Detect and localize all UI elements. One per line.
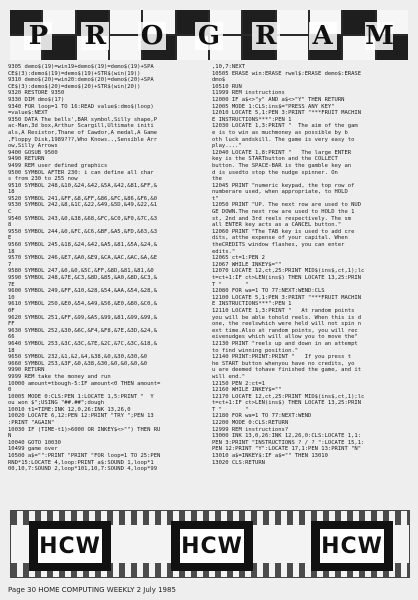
- code-line: play....": [212, 143, 242, 150]
- code-line: 12045 PRINT "numeric keypad, the top row of: [212, 182, 355, 189]
- code-line: 9499 REM user defined graphics: [8, 162, 108, 169]
- code-line: N: [8, 433, 12, 440]
- code-line: he START button whenyou have no credits, yo: [212, 360, 355, 367]
- code-line: 12060 PRINT "The TAB key is used to add cre: [212, 228, 355, 235]
- code-line: t=ct+1:IF ct>LEN(ins$) THEN LOCATE 13,25:PRIN: [212, 400, 362, 407]
- code-line: ext time.Also at random points, you will rec: [212, 327, 358, 334]
- code-line: 9620 SYMBOL 251,&FF,&99,&A5,&99,&81,&99,&99,&: [8, 314, 158, 321]
- code-line: 8: [8, 222, 12, 229]
- code-line: 9530 SYMBOL 242,&8,&1C,&22,&49,&5D,&49,&22,&1: [8, 202, 158, 209]
- code-line: 9330 DIM dmo$(17): [8, 96, 65, 103]
- code-line: 12180 FOR wa=1 TO 77:NEXT:WEND: [212, 413, 312, 420]
- code-line: PEN 12:PRINT "Y":LOCATE 17,1:PEN 13:PRINT "N": [212, 446, 362, 453]
- code-line: 00,10,7:SOUND 2,loop*101,10,7:SOUND 4,loop*99: [8, 466, 158, 473]
- code-line: 7: [8, 261, 12, 268]
- code-line: 12010 LOCATE 5,1:PEN 3:PRINT "***FRUIT MACHIN: [212, 110, 362, 117]
- code-line: 10510 RUN: [212, 83, 242, 90]
- code-line: s from 230 to 255 now: [8, 176, 78, 183]
- code-line: GE DOWN.The next row are used to HOLD the 1: [212, 209, 355, 216]
- hcw-logo: HCW: [311, 521, 393, 571]
- code-line: t=ct+1:IF ct>LEN(ins$) THEN LOCATE 13,25:PRIN: [212, 275, 362, 281]
- code-line: 9510 SYMBOL 248,&10,&24,&42,&5A,&42,&81,&FF,&: [8, 182, 158, 189]
- code-line: 9570 SYMBOL 246,&E7,&A0,&E9,&CA,&AC,&AC,&A,&E: [8, 255, 158, 262]
- code-line: 9340 FOR loop=1 TO 16:READ value$:dmo$(loop): [8, 103, 154, 110]
- code-line: will end.": [212, 373, 246, 380]
- code-line: 12110 LOCATE 1,3:PRINT " At random points: [212, 307, 355, 314]
- code-line: 9610 SYMBOL 250,&E0,&54,&49,&56,&E0,&80,&C0,&: [8, 301, 158, 308]
- code-line: 12030 LOCATE 1,3:PRINT " The aim of the gam: [212, 123, 358, 130]
- code-line: E INSTRUCTIONS***":PEN 1: [212, 116, 292, 123]
- code-line: ou won $";USING "##.##";dough: [8, 400, 105, 407]
- code-line: 9550 SYMBOL 244,&0,&FC,&C6,&BF,&A5,&FD,&63,&3: [8, 228, 158, 235]
- code-line: 10499 game over: [8, 446, 58, 453]
- code-line: ,10,7:NEXT: [212, 64, 246, 70]
- code-line: 10030 IF (TIME-t1)>6000 OR INKEY$<>"") THEN RU: [8, 426, 161, 433]
- code-line: st, 2nd and 3rd reels respectively. The sm: [212, 215, 352, 222]
- code-line: dits, atthe expense of your capital. When: [212, 235, 348, 242]
- code-line: 9320 RESTORE 9350: [8, 90, 65, 97]
- code-line: 0: [8, 387, 12, 394]
- code-line: 9600 SYMBOL 249,&FF,&10,&28,&54,&AA,&54,&28,&: [8, 288, 158, 295]
- code-line: 12067 WHILE INKEY$="": [212, 261, 282, 268]
- hcw-logo: HCW: [29, 521, 111, 571]
- code-line: oth luck andskill. The game is very easy to: [212, 136, 355, 143]
- code-line: 9310 demo$(20)=win20:demo$(20)=demo$(20)+SPA: [8, 77, 154, 84]
- title-letter: A: [309, 22, 337, 50]
- code-line: :PRINT "AGAIN": [8, 420, 55, 427]
- code-line: PEN 3:PRINT "INSTRUCTIONS ? / ? ":LOCATE 15,1:: [212, 439, 365, 446]
- code-line: all ENTER key acts as a CANCEL button.": [212, 222, 342, 229]
- code-line: u are deemed tohave finished the game, and it: [212, 367, 362, 374]
- code-line: C: [8, 209, 12, 216]
- title-letter: O: [138, 22, 166, 50]
- code-line: 7E: [8, 281, 15, 288]
- code-line: T " ": [212, 406, 249, 413]
- code-line: the: [212, 176, 222, 183]
- code-line: 9350 DATA The bells',BAR symbol,Silly shape,P: [8, 116, 158, 123]
- code-line: t": [212, 195, 219, 202]
- code-line: 10020 LOCATE 6,12:PEN 12:PRINT "TRY ";PEN 13: [8, 413, 154, 420]
- code-line: 10010 t1=TIME:INK 12,0,26:INK 13,26,0: [8, 406, 131, 413]
- code-line: 9400 GOSUB 9500: [8, 149, 58, 156]
- code-line: theCREDITS window flashes, you can enter: [212, 242, 345, 249]
- code-line: button. The SPACE-BAR is the gamble key an: [212, 162, 352, 169]
- code-line: 12065 ct=1:PEN 2: [212, 255, 265, 262]
- code-line: numberare used, when appropriate, to HOLD: [212, 189, 348, 196]
- code-line: 12005 MODE 1:CLS:ins$="PRESS ANY KEY": [212, 103, 335, 110]
- code-line: key is the STARTbutton and the COLLECT: [212, 156, 338, 163]
- code-line: 12200 MODE 0:CLS:RETURN: [212, 420, 289, 427]
- program-title: [10, 22, 408, 50]
- code-line: 9580 SYMBOL 247,&0,&0,&5C,&FF,&8D,&81,&81,&0: [8, 268, 154, 275]
- title-letter: R: [81, 22, 109, 50]
- code-line: 12080 FOR wa=1 TO 77:NEXT:WEND:CLS: [212, 288, 325, 295]
- code-line: 10000 amount=tbough-5:IF amount<0 THEN amount=: [8, 380, 161, 387]
- code-line: 9305 demo$(19)=win19+demo$(19)=demo$(19)+SPA: [8, 64, 154, 70]
- code-line: e is to win as muchmoney as possible by b: [212, 129, 348, 136]
- code-line: E INSTRUCTIONS***":PEN 1: [212, 301, 292, 308]
- code-line: 13020 CLS:RETURN: [212, 459, 265, 466]
- code-line: 12140 PRINT:PRINT:PRINT " If you press t: [212, 354, 352, 361]
- code-line: ac-Man,3d box,Arthur Scargill,Ultimate initi: [8, 123, 154, 130]
- code-line: one, the reelswhich were held will not spin n: [212, 321, 362, 328]
- code-line: to find winning position.": [212, 347, 299, 354]
- title-letter: R: [252, 22, 280, 50]
- title-letter: G: [195, 22, 223, 50]
- code-line: als,A Resistor,Thane of Cawdor,A medal,A Game: [8, 129, 158, 136]
- code-line: 9560 SYMBOL 245,&18,&24,&42,&A5,&81,&5A,&24,&: [8, 242, 158, 249]
- program-header: [10, 10, 408, 60]
- code-line: 12050 PRINT "UP. The next row are used to NUD: [212, 202, 362, 209]
- code-column-right: [212, 64, 410, 504]
- code-line: 12130 PRINT "reels up and down in an attempt: [212, 340, 358, 347]
- code-line: 12999 REM instructions?: [212, 426, 289, 433]
- page-footer: Page 30 HOME COMPUTING WEEKLY 2 July 1985: [8, 586, 176, 594]
- code-line: 0F: [8, 307, 15, 314]
- code-line: 9640 SYMBOL 253,&3C,&3C,&7E,&2C,&7C,&3C,&18,&: [8, 340, 158, 347]
- code-line: 12100 LOCATE 5,1:PEN 3:PRINT "***FRUIT MACHIN: [212, 294, 362, 301]
- code-line: 12170 LOCATE 12,ct,25:PRINT MID$(ins$,ct,1);lc: [212, 393, 365, 400]
- code-line: 12160 WHILE INKEY$="": [212, 387, 282, 394]
- code-line: 11999 REM instructions: [212, 90, 285, 97]
- code-line: 9520 SYMBOL 241,&FF,&8,&FF,&86,&FC,&86,&F6,&0: [8, 195, 158, 202]
- code-line: 9650 SYMBOL 232,&1,&2,&4,&38,&0,&30,&30,&0: [8, 354, 148, 361]
- code-line: 9500 SYMBOL AFTER 230: i can define all char: [8, 169, 154, 176]
- code-line: ,Floppy Disk,1989???,Who Knows..,Sensible Arr: [8, 136, 158, 143]
- code-line: 12150 PEN 2:ct=1: [212, 380, 265, 387]
- code-line: CE$(3):demo$(19)=demo$(19)+STR$(win(19)): [8, 70, 141, 77]
- code-line: 12070 LOCATE 12,ct,25:PRINT MID$(ins$,ct,1);lc: [212, 268, 365, 275]
- code-line: RND*15:LOCATE 4,loop:PRINT a$:SOUND 1,loop*1: [8, 459, 154, 466]
- code-line: 9540 SYMBOL 243,&0,&38,&68,&FC,&C0,&F0,&7C,&3: [8, 215, 158, 222]
- code-line: ow,Silly Arrows: [8, 143, 58, 150]
- code-line: T " ": [212, 281, 249, 288]
- hcw-logo: HCW: [171, 521, 253, 571]
- code-line: =value$:NEXT: [8, 110, 48, 117]
- code-line: 66: [8, 334, 15, 341]
- code-line: 10040 GOTO 10030: [8, 439, 61, 446]
- code-line: 12000 IF a$<>"y" AND a$<>"Y" THEN RETURN: [212, 96, 345, 103]
- code-line: 9660 SYMBOL 253,&3F,&0,&38,&30,&0,&0,&0,&0: [8, 360, 148, 367]
- code-line: 18: [8, 347, 15, 354]
- code-line: dmo$: [212, 77, 226, 84]
- code-line: 12040 LOCATE 1,8:PRINT " The large ENTER: [212, 149, 352, 156]
- code-line: eivenudges which will allow you to move the": [212, 334, 358, 341]
- code-line: d is usedto stop the nudge spinner. On: [212, 169, 338, 176]
- code-line: 9990 RETURN: [8, 367, 45, 374]
- code-line: edits.": [212, 248, 236, 255]
- title-letter: P: [24, 22, 52, 50]
- code-line: 10: [8, 294, 15, 301]
- code-line: 13000 INK 13,0,26:INK 12,26,0:CLS:LOCATE 1,1:: [212, 433, 362, 440]
- title-letter: M: [365, 21, 394, 51]
- code-line: FF: [8, 321, 15, 328]
- code-line: 9630 SYMBOL 252,&30,&6C,&F4,&F8,&7E,&3D,&24,&: [8, 327, 158, 334]
- code-line: 9490 RETURN: [8, 156, 45, 163]
- code-column-left: [8, 64, 206, 504]
- code-line: 18: [8, 189, 15, 196]
- code-line: 13010 a$=INKEY$:IF a$="" THEN 13010: [212, 453, 328, 460]
- hcw-banner: [10, 510, 410, 578]
- code-line: 18: [8, 248, 15, 255]
- code-line: E: [8, 235, 12, 242]
- code-line: 10505 ERASE win:ERASE rwel$:ERASE demo$:ERASE: [212, 70, 362, 77]
- code-line: 9999 REM take the money and run: [8, 373, 111, 380]
- code-line: you will be able tohold reels. When this is d: [212, 314, 362, 321]
- code-line: CE$(3):demo$(20)=demo$(20)+STR$(win(20)): [8, 83, 141, 90]
- code-line: 10005 MODE 0:CLS:PEN 1:LOCATE 1,5:PRINT " Y: [8, 393, 154, 400]
- code-line: 9590 SYMBOL 248,&7E,&C3,&8D,&85,&A0,&8D,&C3,&: [8, 275, 158, 281]
- code-line: 10500 a$="":PRINT "PRINT "FOR loop=1 TO 25:PEN: [8, 453, 161, 460]
